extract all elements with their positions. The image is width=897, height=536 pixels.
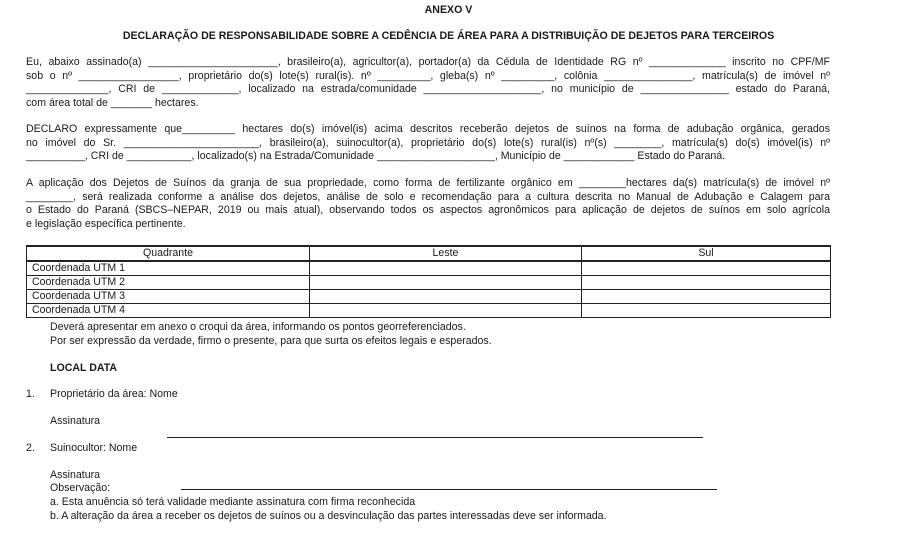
signature-line-1[interactable]	[167, 437, 703, 438]
table-cell-leste[interactable]	[310, 304, 582, 318]
paragraph-line: com área total de _______ hectares.	[26, 96, 199, 109]
note-croqui: Deverá apresentar em anexo o croqui da área, informando os pontos georreferenciados.	[50, 321, 466, 333]
paragraph-line: __________, CRI de ___________, localizado(s) na Estrada/Comunidade ____________________, Município de ____________ Estado do Paraná.	[26, 150, 726, 162]
paragraph-line: ______________, CRI de _____________, localizado na estrada/comunidade ____________________, no município de _______________ estado do Paraná,	[26, 83, 830, 95]
table-cell-quadrant: Coordenada UTM 2	[27, 276, 310, 290]
table-row	[27, 276, 831, 290]
note-veracity: Por ser expressão da verdade, firmo o presente, para que surta os efeitos legais e esperados.	[50, 335, 492, 347]
annex-label: ANEXO V	[424, 4, 473, 16]
signatory-2-label: Suinocultor: Nome	[50, 442, 138, 454]
table-cell-sul[interactable]	[582, 276, 831, 290]
observation-label: Observação:	[50, 482, 111, 494]
paragraph-line: DECLARO expressamente que_________ hectares do(s) imóvel(is) acima descritos receberão dejetos de suínos na forma de adubação orgânica, gerados	[26, 123, 830, 135]
table-cell-quadrant: Coordenada UTM 1	[27, 261, 310, 276]
table-cell-leste[interactable]	[310, 276, 582, 290]
table-cell-leste[interactable]	[310, 290, 582, 304]
paragraph-line: ________, será realizada conforme a análise dos dejetos, análise de solo e recomendação para a cultura descrita no Manual de Adubação e Calagem para	[26, 190, 830, 203]
column-header-leste: Leste	[310, 246, 582, 261]
paragraph-line: A aplicação dos Dejetos de Suínos da granja de sua propriedade, como forma de fertilizante orgânico em ________hectares da(s) matrícula(s) de imóvel nº	[26, 177, 830, 189]
paragraph-line: Eu, abaixo assinado(a) ______________________, brasileiro(a), agricultor(a), portador(a) da Cédula de Identidade RG nº _____________ inscrito no CPF/MF	[26, 56, 830, 68]
column-header-quadrante: Quadrante	[27, 246, 310, 261]
declaration-paragraph-3	[26, 177, 830, 231]
column-header-sul: Sul	[582, 246, 831, 261]
table-row	[27, 304, 831, 318]
local-data-label: LOCAL DATA	[50, 362, 118, 374]
utm-coordinates-table	[26, 245, 831, 318]
table-cell-sul[interactable]	[582, 261, 831, 276]
paragraph-line: o Estado do Paraná (SBCS–NEPAR, 2019 ou mais atual), observando todos os aspectos agronômicos para aplicação de dejetos de suínos em solo agrícola	[26, 204, 830, 216]
signatory-2-signature-label: Assinatura	[50, 469, 101, 481]
table-cell-sul[interactable]	[582, 304, 831, 318]
paragraph-line: sob o nº _________________, proprietário do(s) lote(s) rural(is). nº _________, gleba(s) nº _________, colônia _______________, matrícula(s) de imóvel nº	[26, 69, 830, 82]
signatory-1-number: 1.	[26, 388, 35, 400]
observation-item-b: b. A alteração da área a receber os dejetos de suínos ou a desvinculação das partes interessadas deve ser informada.	[50, 510, 607, 522]
declaration-paragraph-1	[26, 56, 830, 110]
declaration-paragraph-2	[26, 123, 830, 164]
signatory-1-signature-label: Assinatura	[50, 415, 101, 427]
table-cell-quadrant: Coordenada UTM 4	[27, 304, 310, 318]
table-header-row	[27, 246, 831, 261]
document-title: DECLARAÇÃO DE RESPONSABILIDADE SOBRE A CEDÊNCIA DE ÁREA PARA A DISTRIBUIÇÃO DE DEJETOS PARA TERCEIROS	[122, 30, 775, 42]
table-cell-sul[interactable]	[582, 290, 831, 304]
signatory-1-label: Proprietário da área: Nome	[50, 388, 178, 400]
observation-item-a: a. Esta anuência só terá validade mediante assinatura com firma reconhecida	[50, 496, 416, 508]
table-cell-quadrant: Coordenada UTM 3	[27, 290, 310, 304]
signatory-2-number: 2.	[26, 442, 35, 454]
table-row	[27, 290, 831, 304]
signature-line-2[interactable]	[181, 489, 717, 490]
paragraph-line: no imóvel do Sr. _______________________, brasileiro(a), suinocultor(a), proprietário do(s) lote(s) rural(is) nº(s) ________, matrícula(s) do(s) imóvel(is) nº	[26, 136, 830, 149]
table-cell-leste[interactable]	[310, 261, 582, 276]
table-row	[27, 261, 831, 276]
paragraph-line: e legislação específica pertinente.	[26, 217, 186, 230]
